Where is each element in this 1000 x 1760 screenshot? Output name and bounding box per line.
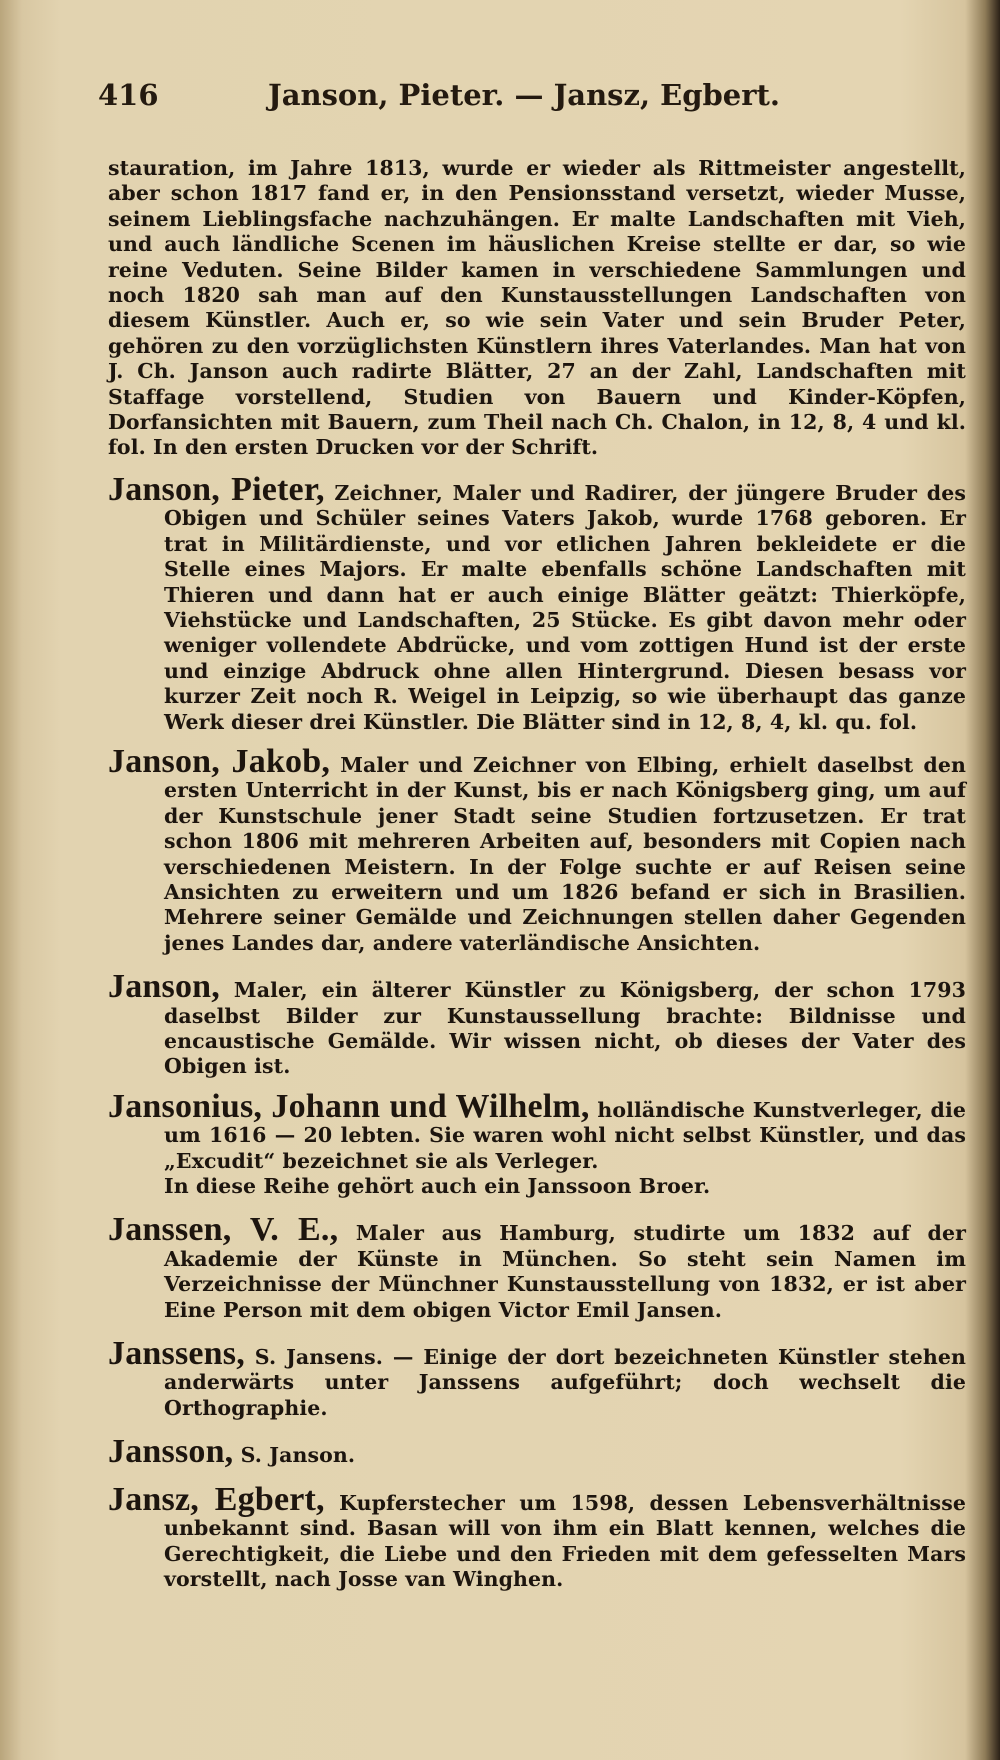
entry-text: S. Janson. [233, 1443, 356, 1468]
entry-headword: Janson, Pieter, [108, 470, 325, 508]
entry-janssens [108, 1335, 966, 1421]
entry-headword: Janssens, [108, 1335, 245, 1373]
entry-note: In diese Reihe gehört auch ein Janssoon Broer. [164, 1174, 711, 1199]
entry-jansz-egbert [108, 1480, 966, 1593]
entry-headword: Jansson, [108, 1433, 234, 1471]
entry-janssen [108, 1211, 966, 1323]
entry-janson-jakob [108, 742, 966, 956]
entry-text: holländische Kunstverleger, die um 1616 — 20 lebten. Sie waren wohl nicht selbst Künstler, und das „Excudit“ bezeichnet sie als Verleger. [164, 1097, 966, 1173]
entry-jansonius [108, 1087, 966, 1200]
entry-text: Kupferstecher um 1598, dessen Lebensverhältnisse unbekannt sind. Basan will von ihm ein Blatt kennen, welches die Gerechtigkeit, die Liebe und den Frieden mit dem gefesselten Mars vorstellt, nach Josse van Winghen. [164, 1490, 966, 1591]
running-title: Janson, Pieter. — Jansz, Egbert. [268, 78, 781, 112]
page-header [98, 78, 966, 118]
entry-headword: Janson, [108, 968, 220, 1006]
continuation-paragraph: stauration, im Jahre 1813, wurde er wieder als Rittmeister angestellt, aber schon 1817 fand er, in den Pensionsstand versetzt, wieder Musse, seinem Lieblingsfache nachzuhängen. Er malte Landschaften mit Vieh, und auch ländliche Scenen im häuslichen Kreise stellte er dar, so wie reine Veduten. Seine Bilder kamen in verschiedene Sammlungen und noch 1820 sah man auf den Kunstausstellungen Landschaften von diesem Künstler. Auch er, so wie sein Vater und sein Bruder Peter, gehören zu den vorzüglichsten Künstlern ihres Vaterlandes. Man hat von J. Ch. Janson auch radirte Blätter, 27 an der Zahl, Landschaften mit Staffage vorstellend, Studien von Bauern und Kinder-Köpfen, Dorfansichten mit Bauern, zum Theil nach Ch. Chalon, in 12, 8, 4 und kl. fol. In den ersten Drucken vor der Schrift. [108, 156, 966, 460]
entry-text: Maler, ein älterer Künstler zu Königsberg, der schon 1793 daselbst Bilder zur Kunstaussellung brachte: Bildnisse und encaustische Gemälde. Wir wissen nicht, ob dieses der Vater des Obigen ist. [164, 978, 966, 1079]
entry-text: Maler aus Hamburg, studirte um 1832 auf der Akademie der Künste in München. So steht sein Namen im Verzeichnisse der Münchner Kunstausstellung von 1832, er ist aber Eine Person mit dem obigen Victor Emil Jansen. [164, 1221, 966, 1322]
page-number: 416 [98, 78, 159, 112]
entry-headword: Jansz, Egbert, [108, 1480, 325, 1518]
entry-text: Zeichner, Maler und Radirer, der jüngere Bruder des Obigen und Schüler seines Vaters Jakob, wurde 1768 geboren. Er trat in Militärdienste, und vor etlichen Jahren bekleidete er die Stelle eines Majors. Er malte ebenfalls schöne Landschaften mit Thieren und dann hat er auch einige Blätter geätzt: Thierköpfe, Viehstücke und Landschaften, 25 Stücke. Es gibt davon mehr oder weniger vollendete Abdrücke, und vom zottigen Hund ist der erste und einzige Abdruck ohne allen Hintergrund. Diesen besass vor kurzer Zeit noch R. Weigel in Leipzig, so wie überhaupt das ganze Werk dieser drei Künstler. Die Blätter sind in 12, 8, 4, kl. qu. fol. [164, 480, 966, 734]
entry-text: S. Jansens. — Einige der dort bezeichneten Künstler stehen anderwärts unter Janssens aufgeführt; doch wechselt die Orthographie. [164, 1345, 966, 1420]
entry-janson-pieter [108, 470, 966, 735]
entry-jansson [108, 1433, 966, 1471]
entry-headword: Janssen, V. E., [108, 1211, 339, 1249]
entry-headword: Janson, Jakob, [108, 742, 331, 780]
entry-headword: Jansonius, Johann und Wilhelm, [108, 1087, 590, 1125]
entry-janson [108, 968, 966, 1080]
entry-text: Maler und Zeichner von Elbing, erhielt daselbst den ersten Unterricht in der Kunst, bis er nach Königsberg ging, um auf der Kunstschule jener Stadt seine Studien fortzusetzen. Er trat schon 1806 mit mehreren Arbeiten auf, besonders mit Copien nach verschiedenen Meistern. In der Folge suchte er auf Reisen seine Ansichten zu erweitern und um 1826 befand er sich in Brasilien. Mehrere seiner Gemälde und Zeichnungen stellen daher Gegenden jenes Landes dar, andere vaterländische Ansichten. [164, 752, 966, 955]
page-body [108, 156, 966, 1592]
